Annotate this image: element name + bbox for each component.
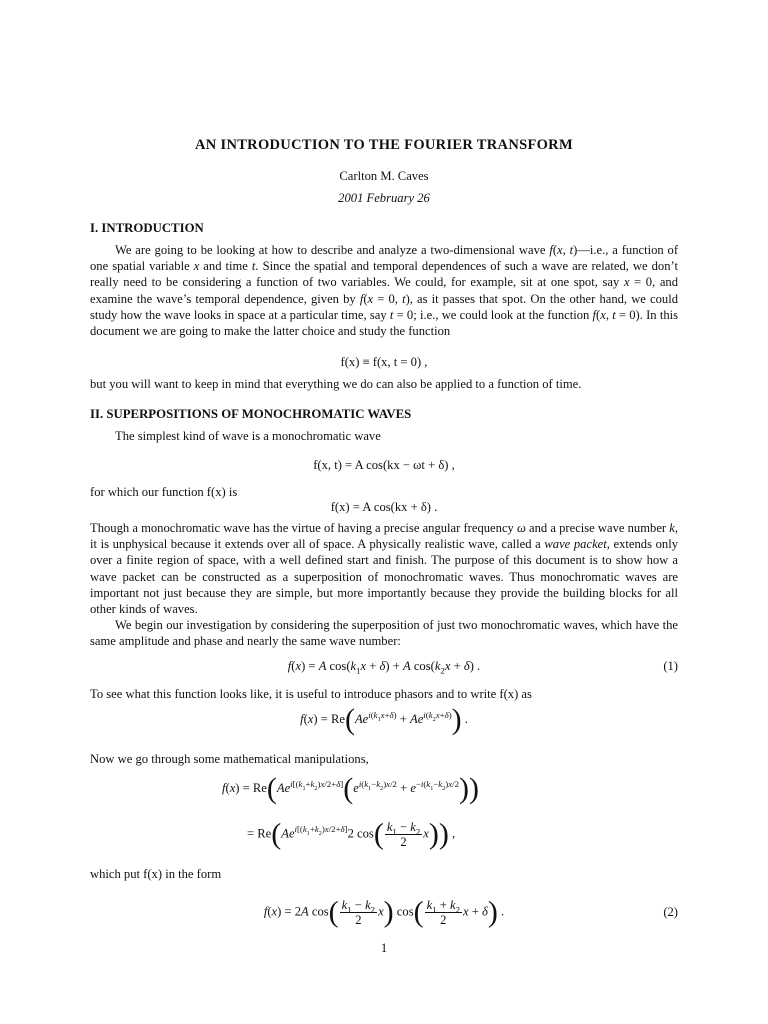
- section-heading-superpositions: II. SUPERPOSITIONS OF MONOCHROMATIC WAVES: [90, 407, 412, 421]
- phasor-intro-text: To see what this function looks like, it is useful to introduce phasors and to write f(x) as: [90, 687, 532, 701]
- function-intro-text: for which our function f(x) is: [90, 485, 238, 499]
- equation-2: f(x) = 2A cos( $\frac{k_1 - k_2}{2}$ x) cos( $\frac{k_1 + k_2}{2}$ x + δ) .: [263, 895, 505, 929]
- equation-2-number: (2): [663, 905, 678, 919]
- paper-title: AN INTRODUCTION TO THE FOURIER TRANSFORM: [195, 137, 573, 153]
- intro-paragraph: We are going to be looking at how to describe and analyze a two-dimensional wave f(x, t)—i.e., a function of one spatial variable x and time t. Since the spatial and temporal dependences of such a wave are related, we don’t really need to be considering a function of two variables. We could, for example, sit at one spot, say x = 0, and examine the wave’s temporal dependence, given by f(x = 0, t), as it passes that spot. On the other hand, we could study how the wave looks in space at a particular time, say t = 0; i.e., we could look at the function f(x, t = 0). In this document we are going to make the latter choice and study the function: [90, 243, 679, 339]
- two-waves-paragraph: We begin our investigation by considering the superposition of just two monochromatic waves, which have the same amplitude and phase and nearly the same wave number:: [90, 618, 678, 649]
- form-intro-text: which put f(x) in the form: [90, 867, 222, 881]
- equation-phasor: $f(x) = Re(Ae^{i(k_1x+\delta)} + Ae^{i(k_2x+\delta)})$ .: [300, 703, 468, 737]
- equation-definition: f(x) ≡ f(x, t = 0) ,: [340, 355, 428, 369]
- manipulation-line-2: = $Re(Ae^{i[(k_1+k_2)x/2+\delta]}2$ cos( $\frac{k_1 - k_2}{2}$ x)) ,: [247, 817, 456, 851]
- equation-monochromatic-function: f(x) = A cos(kx + δ) .: [330, 500, 438, 514]
- wave-packet-term: wave packet: [544, 537, 607, 552]
- monochromatic-intro: The simplest kind of wave is a monochromatic wave: [115, 429, 381, 443]
- equation-monochromatic-wave: f(x, t) = A cos(kx − ωt + δ) ,: [313, 458, 455, 472]
- intro-closing-paragraph: but you will want to keep in mind that everything we do can also be applied to a function of time.: [90, 377, 582, 391]
- manipulations-intro-text: Now we go through some mathematical manipulations,: [90, 752, 369, 766]
- equation-1: f(x) = A $\cos(k_1x + \delta) + A$ $\cos(k_2x + \delta)$ .: [287, 659, 481, 676]
- author-name: Carlton M. Caves: [339, 169, 429, 183]
- wave-packet-paragraph: Though a monochromatic wave has the virtue of having a precise angular frequency ω and a precise wave number k, it is unphysical because it extends over all of space. A physically realistic wave, called a wave packet, extends only over a finite region of space, with a well defined start and finish. The purpose of this document is to show how a wave packet can be constructed as a superposition of monochromatic waves. Thus monochromatic waves are important not just because they are simple, but more importantly because they provide the building blocks for all other kinds of waves.: [90, 521, 679, 617]
- manipulation-line-1: $f(x) = Re(Ae^{i[(k_1+k_2)x/2+\delta]}(e^{i(k_1-k_2)x/2} + e^{-i(k_1-k_2)x/2}))$: [222, 772, 479, 806]
- page-number: 1: [380, 941, 388, 955]
- section-heading-introduction: I. INTRODUCTION: [90, 221, 204, 235]
- equation-1-number: (1): [663, 659, 678, 673]
- publication-date: 2001 February 26: [338, 191, 430, 205]
